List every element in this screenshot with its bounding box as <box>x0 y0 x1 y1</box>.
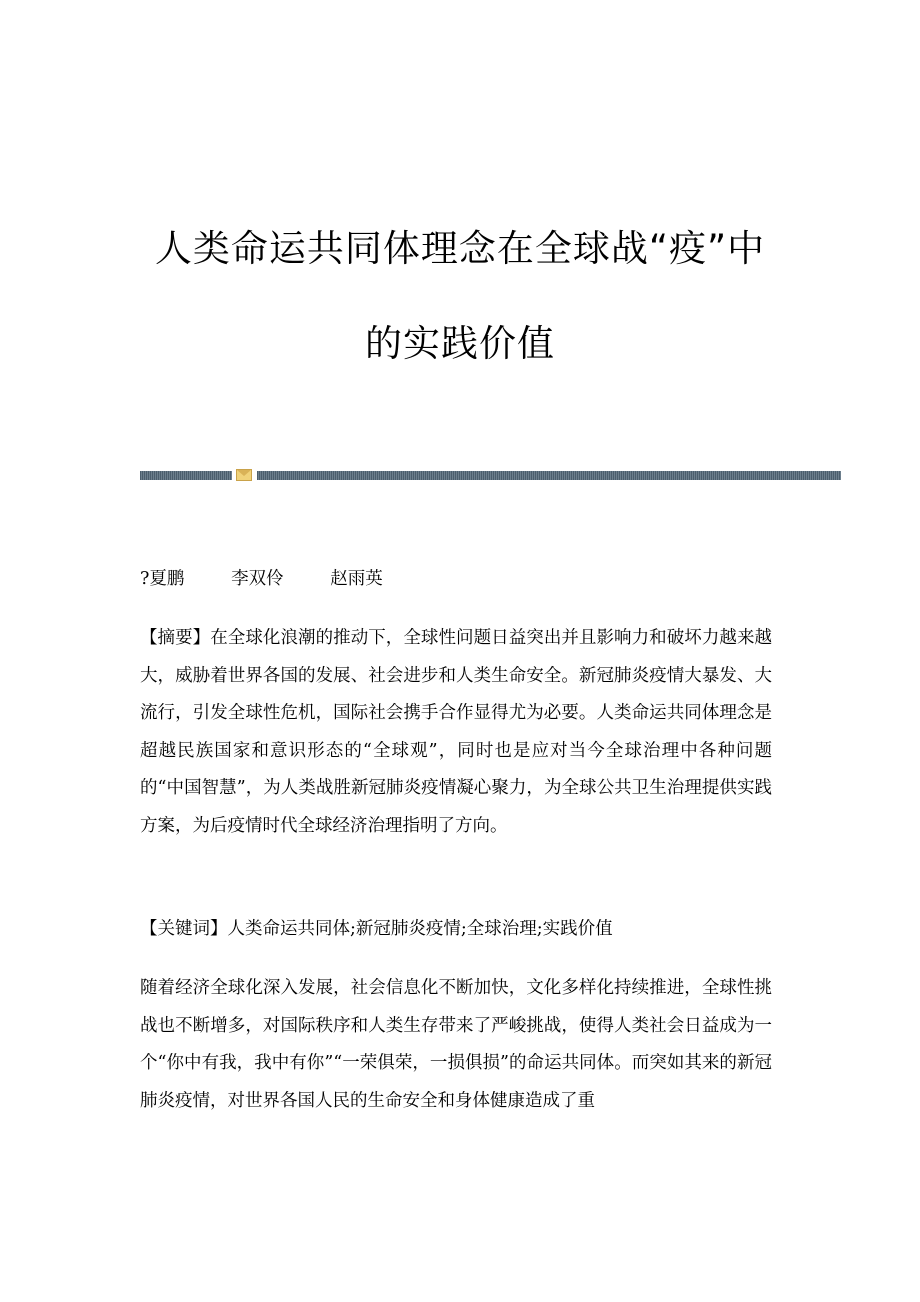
divider-rule-right <box>257 471 841 480</box>
keywords-line <box>140 917 772 941</box>
keywords-label: 【关键词】 <box>140 919 228 939</box>
document-title-line-1: 人类命运共同体理念在全球战“疫”中 <box>154 227 766 270</box>
abstract-text: 在全球化浪潮的推动下，全球性问题日益突出并且影响力和破坏力越来越大，威胁着世界各国的发展、社会进步和人类生命安全。新冠肺炎疫情大暴发、大流行，引发全球性危机，国际社会携手合作显得尤为必要。人类命运共同体理念是超越民族国家和意识形态的“全球观”，同时也是应对当今全球治理中各种问题的“中国智慧”，为人类战胜新冠肺炎疫情凝心聚力，为全球公共卫生治理提供实践方案，为后疫情时代全球经济治理指明了方向。 <box>140 628 773 836</box>
keywords-text: 人类命运共同体;新冠肺炎疫情;全球治理;实践价值 <box>227 919 613 939</box>
envelope-icon <box>236 469 252 481</box>
body-paragraph: 随着经济全球化深入发展，社会信息化不断加快，文化多样化持续推进，全球性挑战也不断增多，对国际秩序和人类生存带来了严峻挑战，使得人类社会日益成为一个“你中有我，我中有你”“一荣俱荣，一损俱损”的命运共同体。而突如其来的新冠肺炎疫情，对世界各国人民的生命安全和身体健康造成了重 <box>140 978 772 1111</box>
authors-line: ?夏鹏 李双伶 赵雨英 <box>140 569 383 589</box>
document-title-line-2: 的实践价值 <box>365 322 555 365</box>
abstract-paragraph <box>140 620 772 846</box>
divider-rule-left <box>140 471 232 480</box>
abstract-label: 【摘要】 <box>140 628 211 648</box>
